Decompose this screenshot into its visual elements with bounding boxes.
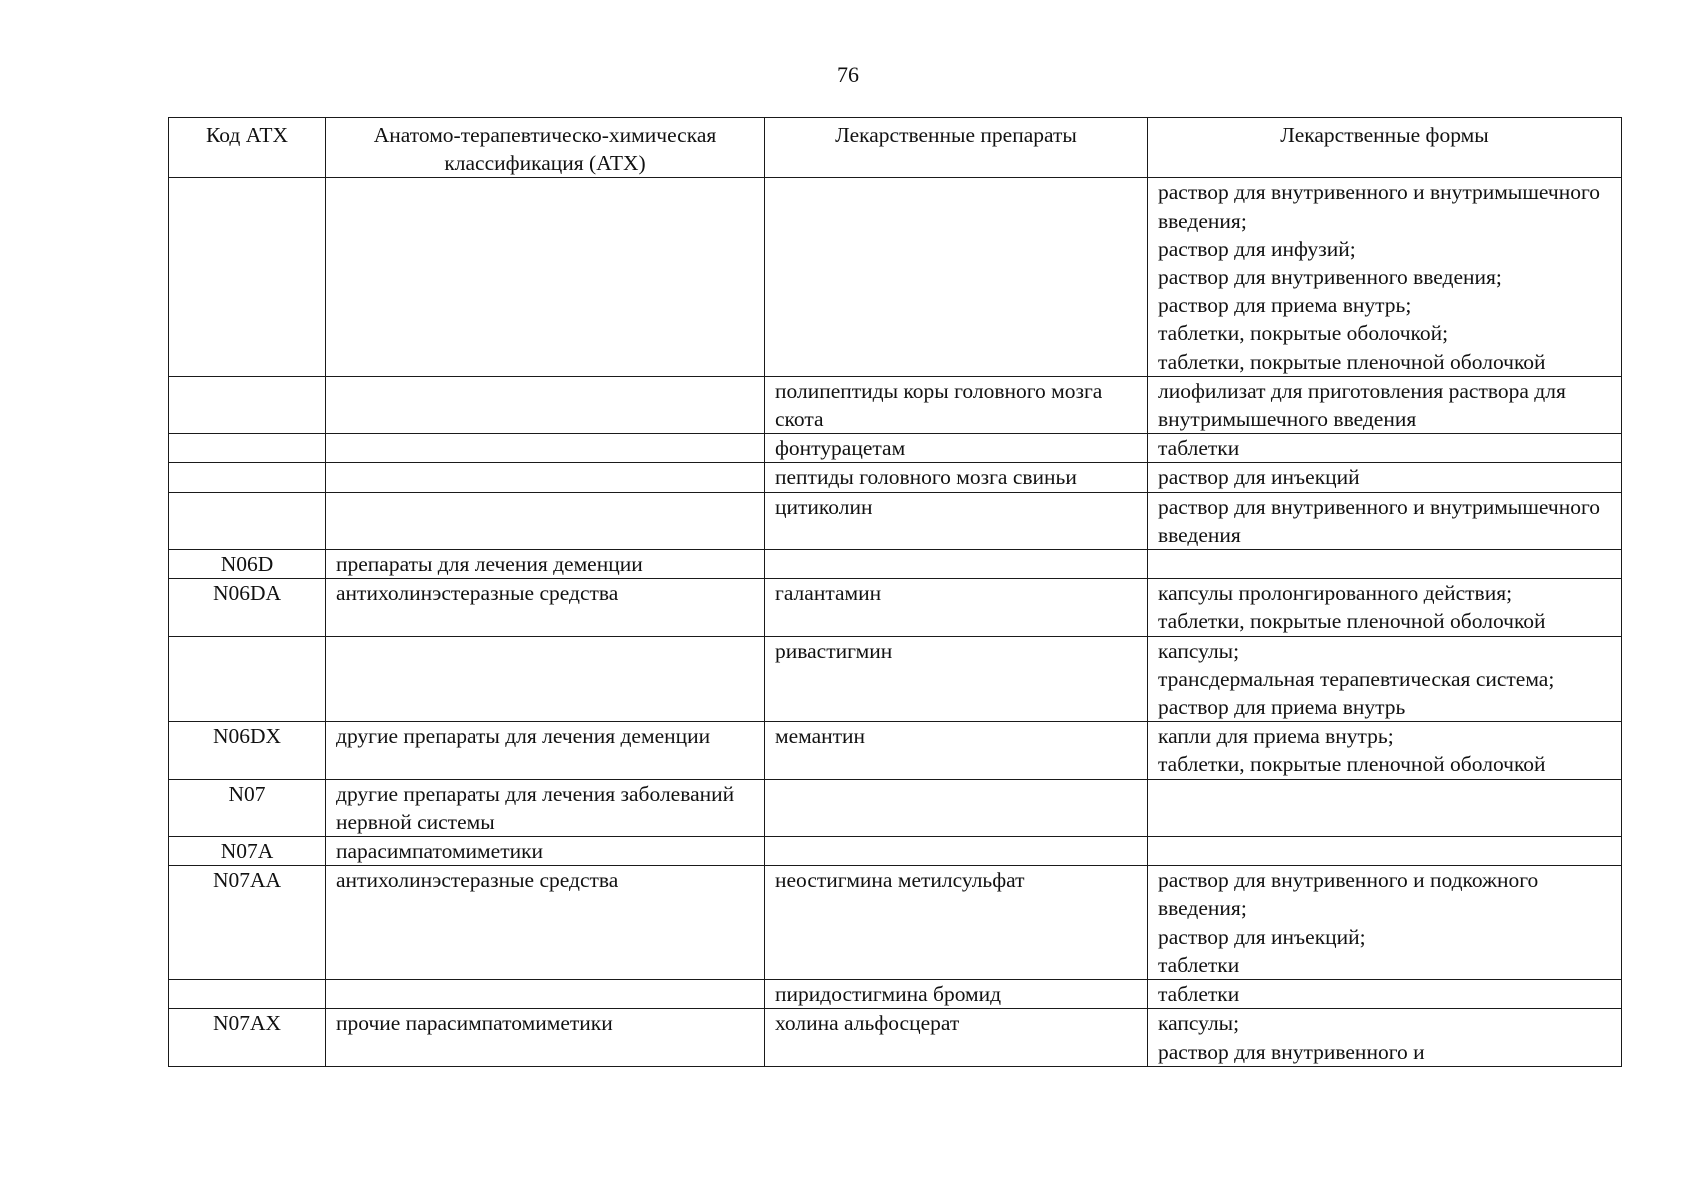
cell-classification: другие препараты для лечения заболеваний нервной системы: [326, 779, 765, 836]
cell-classification: [326, 636, 765, 722]
table-row: [169, 434, 1622, 463]
cell-atc-code: [169, 636, 326, 722]
cell-atc-code: [169, 376, 326, 433]
cell-atc-code: [169, 492, 326, 549]
cell-drug: [765, 178, 1148, 376]
cell-atc-code: N06DX: [169, 722, 326, 779]
header-drugs: Лекарственные препараты: [765, 118, 1148, 178]
cell-atc-code: [169, 178, 326, 376]
cell-atc-code: N07AX: [169, 1009, 326, 1066]
cell-atc-code: N07: [169, 779, 326, 836]
table-header-row: [169, 118, 1622, 178]
cell-atc-code: N07AA: [169, 866, 326, 980]
cell-drug: пептиды головного мозга свиньи: [765, 463, 1148, 492]
table-row: [169, 178, 1622, 376]
cell-drug: [765, 779, 1148, 836]
cell-classification: [326, 178, 765, 376]
cell-classification: парасимпатомиметики: [326, 837, 765, 866]
cell-drug: ривастигмин: [765, 636, 1148, 722]
cell-dosage-forms: таблетки: [1148, 980, 1622, 1009]
cell-atc-code: [169, 980, 326, 1009]
cell-dosage-forms: капли для приема внутрь; таблетки, покрытые пленочной оболочкой: [1148, 722, 1622, 779]
table-row: [169, 550, 1622, 579]
cell-classification: [326, 980, 765, 1009]
table-row: [169, 463, 1622, 492]
cell-dosage-forms: раствор для внутривенного и внутримышечного введения: [1148, 492, 1622, 549]
table-row: [169, 1009, 1622, 1066]
table-row: [169, 837, 1622, 866]
cell-classification: антихолинэстеразные средства: [326, 579, 765, 636]
table-row: [169, 376, 1622, 433]
cell-drug: мемантин: [765, 722, 1148, 779]
cell-classification: прочие парасимпатомиметики: [326, 1009, 765, 1066]
cell-drug: цитиколин: [765, 492, 1148, 549]
cell-classification: другие препараты для лечения деменции: [326, 722, 765, 779]
cell-atc-code: [169, 434, 326, 463]
table-row: [169, 980, 1622, 1009]
header-dosage-forms: Лекарственные формы: [1148, 118, 1622, 178]
table-row: [169, 722, 1622, 779]
cell-dosage-forms: [1148, 779, 1622, 836]
cell-dosage-forms: раствор для инъекций: [1148, 463, 1622, 492]
atc-drug-table: [168, 117, 1622, 1067]
cell-dosage-forms: раствор для внутривенного и подкожного введения; раствор для инъекций; таблетки: [1148, 866, 1622, 980]
cell-drug: полипептиды коры головного мозга скота: [765, 376, 1148, 433]
cell-classification: антихолинэстеразные средства: [326, 866, 765, 980]
cell-classification: [326, 376, 765, 433]
table-row: [169, 866, 1622, 980]
cell-atc-code: [169, 463, 326, 492]
header-atc-code: Код АТХ: [169, 118, 326, 178]
cell-dosage-forms: капсулы пролонгированного действия; таблетки, покрытые пленочной оболочкой: [1148, 579, 1622, 636]
cell-drug: пиридостигмина бромид: [765, 980, 1148, 1009]
cell-atc-code: N06DA: [169, 579, 326, 636]
cell-atc-code: N07A: [169, 837, 326, 866]
cell-drug: холина альфосцерат: [765, 1009, 1148, 1066]
cell-atc-code: N06D: [169, 550, 326, 579]
cell-classification: [326, 492, 765, 549]
table-row: [169, 579, 1622, 636]
cell-dosage-forms: капсулы; раствор для внутривенного и: [1148, 1009, 1622, 1066]
cell-dosage-forms: [1148, 837, 1622, 866]
cell-drug: неостигмина метилсульфат: [765, 866, 1148, 980]
cell-dosage-forms: капсулы; трансдермальная терапевтическая система; раствор для приема внутрь: [1148, 636, 1622, 722]
cell-drug: [765, 550, 1148, 579]
cell-classification: [326, 434, 765, 463]
cell-dosage-forms: раствор для внутривенного и внутримышечного введения; раствор для инфузий; раствор для внутривенного введения; раствор для приема внутрь; таблетки, покрытые оболочкой; таблетки, покрытые пленочной оболочкой: [1148, 178, 1622, 376]
cell-dosage-forms: таблетки: [1148, 434, 1622, 463]
cell-dosage-forms: [1148, 550, 1622, 579]
table-row: [169, 492, 1622, 549]
page-number: 76: [837, 62, 859, 87]
table-row: [169, 636, 1622, 722]
cell-classification: [326, 463, 765, 492]
table-row: [169, 779, 1622, 836]
cell-classification: препараты для лечения деменции: [326, 550, 765, 579]
cell-drug: фонтурацетам: [765, 434, 1148, 463]
header-atc-classification: Анатомо-терапевтическо-химическая классификация (АТХ): [326, 118, 765, 178]
cell-dosage-forms: лиофилизат для приготовления раствора для внутримышечного введения: [1148, 376, 1622, 433]
cell-drug: [765, 837, 1148, 866]
cell-drug: галантамин: [765, 579, 1148, 636]
